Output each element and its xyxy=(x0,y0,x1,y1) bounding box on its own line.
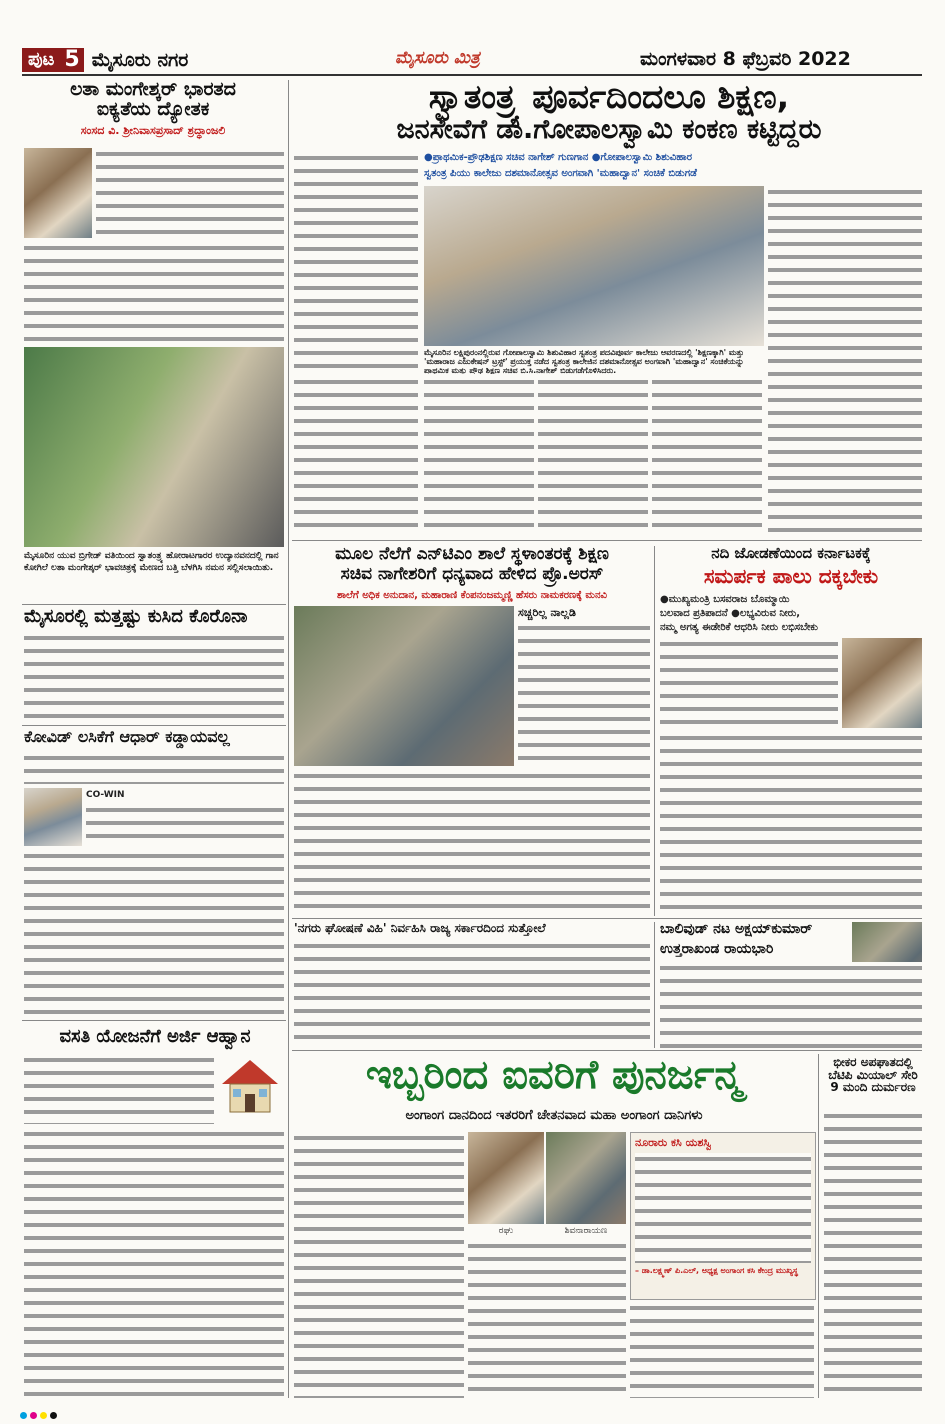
organ-quote-box xyxy=(630,1132,816,1300)
divider xyxy=(292,1050,922,1051)
lead-photo xyxy=(424,186,764,346)
organ-subhead: ಅಂಗಾಂಗ ದಾನದಿಂದ ಇತರರಿಗೆ ಚೇತನವಾದ ಮಹಾ ಅಂಗಾಂಗ ದಾನಿಗಳು xyxy=(405,1108,703,1123)
lead-headline-2: ಜನಸೇವೆಗೆ ಡಾ.ಗೋಪಾಲಸ್ವಾಮಿ ಕಂಕಣ ಕಟ್ಟಿದ್ದರು xyxy=(396,114,822,145)
house-icon xyxy=(218,1056,282,1116)
organ-quote-text xyxy=(635,1153,811,1263)
page-label: ಪುಟ xyxy=(22,48,60,72)
akshay-headline-1: ಬಾಲಿವುಡ್ ನಟ ಅಕ್ಷಯ್‌ಕುಮಾರ್ xyxy=(660,921,813,937)
akshay-headline-2: ಉತ್ತರಾಖಂಡ ರಾಯಭಾರಿ xyxy=(660,941,774,957)
cm-portrait xyxy=(842,638,922,728)
river-headline-2: ಸಮರ್ಪಕ ಪಾಲು ದಕ್ಕಬೇಕು xyxy=(703,564,879,588)
lead-headline-1: ಸ್ವಾತಂತ್ರ್ಯ ಪೂರ್ವದಿಂದಲೂ ಶಿಕ್ಷಣ, xyxy=(428,77,790,116)
organ-quote-sign: – ಡಾ.ಲಕ್ಷ್ಮಣ್ ಪಿ.ಎಲ್, ಅಧ್ಯಕ್ಷ ಅಂಗಾಂಗ ಕಸಿ ಕೇಂದ್ರ ಮುಖ್ಯಸ್ಥ xyxy=(635,1266,798,1275)
aadhaar-card-image xyxy=(24,788,82,846)
lata-portrait xyxy=(24,148,92,238)
lata-subhead: ಸಂಸದ ವಿ. ಶ್ರೀನಿವಾಸಪ್ರಸಾದ್ ಶ್ರದ್ಧಾಂಜಲಿ xyxy=(80,123,226,137)
river-kicker-1: ●ಮುಖ್ಯಮಂತ್ರಿ ಬಸವರಾಜ ಬೊಮ್ಮಾಯಿ xyxy=(660,594,790,605)
divider xyxy=(22,604,286,605)
lata-article xyxy=(22,80,284,138)
column-divider xyxy=(818,1054,819,1398)
school-headline-1: ಮೂಲ ನೆಲೆಗೆ ಎನ್‌ಟಿಎಂ ಶಾಲೆ ಸ್ಥಳಾಂತರಕ್ಕೆ ಶಿಕ್ಷಣ xyxy=(335,544,609,564)
lata-text-block-2 xyxy=(24,242,284,342)
header-rule xyxy=(22,74,922,76)
page-number-box xyxy=(22,48,188,72)
lead-text-col3 xyxy=(538,376,648,536)
lead-text-col1 xyxy=(294,376,418,536)
river-text-1 xyxy=(660,638,838,728)
masthead-logo: ಮೈಸೂರು ಮಿತ್ರ xyxy=(395,48,480,68)
aadhaar-headline: ಕೋವಿಡ್ ಲಸಿಕೆಗೆ ಆಧಾರ್ ಕಡ್ಡಾಯವಲ್ಲ xyxy=(24,727,230,746)
print-registration-marks xyxy=(20,1404,920,1414)
nagaru-text xyxy=(294,940,650,1046)
lata-headline-1: ಲತಾ ಮಂಗೇಶ್ಕರ್ ಭಾರತದ xyxy=(70,78,236,100)
donor-1-name: ರಘು xyxy=(498,1226,514,1236)
organ-headline: ಇಬ್ಬರಿಂದ ಐವರಿಗೆ ಪುನರ್ಜನ್ಮ xyxy=(365,1052,743,1098)
aadhaar-text-1 xyxy=(24,752,284,784)
lead-text-col4 xyxy=(652,376,762,536)
accident-headline: ಭೀಕರ ಅಪಘಾತದಲ್ಲಿ ಬೆಟಿಪಿ ಮಿಯಾಲ್ ಸೇರಿ 9 ಮಂದಿ ದುರ್ಮರಣ xyxy=(828,1055,918,1095)
cowin-label: CO-WIN xyxy=(86,790,125,800)
school-box-title: ಸಚ್ಚರಿಲ್ಲ ನಾಲ್ಲಡಿ xyxy=(518,606,576,619)
river-kicker-3: ನಮ್ಮ ಅಗತ್ಯ ಈಡೇರಿಕೆ ಆಧರಿಸಿ ನೀರು ಲಭಿಸಬೇಕು xyxy=(660,622,818,633)
lata-tribute-photo xyxy=(24,347,284,547)
lead-text-col2 xyxy=(424,376,534,536)
divider xyxy=(22,725,286,726)
river-text-2 xyxy=(660,732,922,916)
column-divider xyxy=(654,546,655,916)
lata-photo-caption: ಮೈಸೂರಿನ ಯುವ ಬ್ರಿಗೇಡ್ ವತಿಯಿಂದ ಸ್ವಾತಂತ್ರ್ಯ ಹೋರಾಟಗಾರರ ಉದ್ಯಾನವನದಲ್ಲಿ ಗಾನ ಕೋಗಿಲೆ ಲತಾ ಮಂಗೇಶ್ಕರ್ ಭಾವಚಿತ್ರಕ್ಕೆ ಮೇಣದ ಬತ್ತಿ ಬೆಳಗಿಸಿ ನಮನ ಸಲ್ಲಿಸಲಾಯಿತು. xyxy=(24,551,279,573)
issue-date: ಮಂಗಳವಾರ 8 ಫೆಬ್ರವರಿ 2022 xyxy=(640,48,851,70)
organ-text-2 xyxy=(468,1240,626,1398)
lead-photo-caption: ಮೈಸೂರಿನ ಲಕ್ಷ್ಮಿಪುರಂನಲ್ಲಿರುವ ಗೋಪಾಲಸ್ವಾಮಿ ಶಿಶುವಿಹಾರ ಸ್ವತಂತ್ರ ಪದವಿಪೂರ್ವ ಕಾಲೇಜು ಆವರಣದಲ್ಲಿ 'ಶಿಕ್ಷಣಕ್ಕಾಗಿ' ಮತ್ತು 'ಮಹಾರಾಜ ಎಜುಕೇಷನ್ ಟ್ರಸ್ಟ್' ಪ್ರಯುಕ್ತ ನಡೆದ ಸ್ವತಂತ್ರ ಕಾಲೇಜಿನ ದಶಮಾನೋತ್ಸವ ಅಂಗವಾಗಿ 'ಮಹಾದ್ವಾನ' ಸಂಚಿಕೆಯನ್ನು ಪ್ರಾಥಮಿಕ ಮತ್ತು ಪ್ರೌಢ ಶಿಕ್ಷಣ ಸಚಿವ ಬಿ.ಸಿ.ನಾಗೇಶ್ ಬಿಡುಗಡೆಗೊಳಿಸಿದರು. xyxy=(424,348,744,374)
organ-text-1 xyxy=(294,1132,464,1398)
housing-text-1 xyxy=(24,1054,214,1124)
lata-headline-2: ಐಕ್ಯತೆಯ ದ್ಯೋತಕ xyxy=(96,97,210,120)
organ-quote-title: ನೂರಾರು ಕಸಿ ಯಶಸ್ವಿ xyxy=(635,1136,712,1149)
corona-headline: ಮೈಸೂರಲ್ಲಿ ಮತ್ತಷ್ಟು ಕುಸಿದ ಕೊರೊನಾ xyxy=(24,606,248,627)
corona-text xyxy=(24,632,284,722)
school-subhead: ಶಾಲೆಗೆ ಅಧಿಕ ಅನುದಾನ, ಮಹಾರಾಣಿ ಕೆಂಪನಂಜಮ್ಮಣ್ಣಿ ಹೆಸರು ನಾಮಕರಣಕ್ಕೆ ಮನವಿ xyxy=(337,590,607,601)
organ-text-3 xyxy=(630,1302,814,1398)
river-kicker-2: ಬಲವಾದ ಪ್ರತಿಪಾದನೆ ●ಲಭ್ಯವಿರುವ ನೀರು, xyxy=(660,608,801,619)
school-meeting-photo xyxy=(294,606,514,766)
section-title: ಮೈಸೂರು ನಗರ xyxy=(91,49,189,71)
accident-text xyxy=(824,1110,922,1398)
column-divider xyxy=(654,922,655,1048)
page-number: 5 xyxy=(60,48,83,72)
housing-text-2 xyxy=(24,1128,284,1398)
housing-headline: ವಸತಿ ಯೋಜನೆಗೆ ಅರ್ಜಿ ಆಹ್ವಾನ xyxy=(59,1026,251,1047)
lead-kicker-2: ಸ್ವತಂತ್ರ ಪಿಯು ಕಾಲೇಜು ದಶಮಾನೋತ್ಸವ ಅಂಗವಾಗಿ 'ಮಹಾದ್ವಾನ' ಸಂಚಿಕೆ ಬಿಡುಗಡೆ xyxy=(424,168,697,179)
donor-1-photo xyxy=(468,1132,544,1224)
column-divider xyxy=(288,80,289,1398)
lead-text-left xyxy=(294,152,418,372)
donor-2-name: ಶಿವನಾರಾಯಣ xyxy=(564,1226,608,1236)
aadhaar-text-3 xyxy=(24,850,284,1018)
school-text xyxy=(294,770,650,914)
divider xyxy=(292,540,922,541)
river-headline-1: ನದಿ ಜೋಡಣೆಯಿಂದ ಕರ್ನಾಟಕಕ್ಕೆ xyxy=(711,544,871,562)
divider xyxy=(292,918,922,919)
aadhaar-text-2 xyxy=(86,804,284,846)
divider xyxy=(22,1020,286,1021)
nagaru-headline: 'ನಗರು ಘೋಷಣೆ ವಿಹಿ' ನಿರ್ವಹಿಸಿ ರಾಜ್ಯ ಸರ್ಕಾರದಿಂದ ಸುತ್ತೋಲೆ xyxy=(294,921,546,935)
akshay-text xyxy=(660,962,922,1048)
donor-2-photo xyxy=(546,1132,626,1224)
school-headline-2: ಸಚಿವ ನಾಗೇಶರಿಗೆ ಧನ್ಯವಾದ ಹೇಳಿದ ಪ್ರೊ.ಅರಸ್ xyxy=(340,564,604,584)
lead-text-right xyxy=(768,186,922,536)
school-box-text xyxy=(518,622,650,766)
lata-text-block-1 xyxy=(96,148,284,238)
lead-kicker-1: ●ಪ್ರಾಥಮಿಕ-ಪ್ರೌಢಶಿಕ್ಷಣ ಸಚಿವ ನಾಗೇಶ್ ಗುಣಗಾನ ●ಗೋಪಾಲಸ್ವಾಮಿ ಶಿಶುವಿಹಾರ xyxy=(424,152,692,163)
